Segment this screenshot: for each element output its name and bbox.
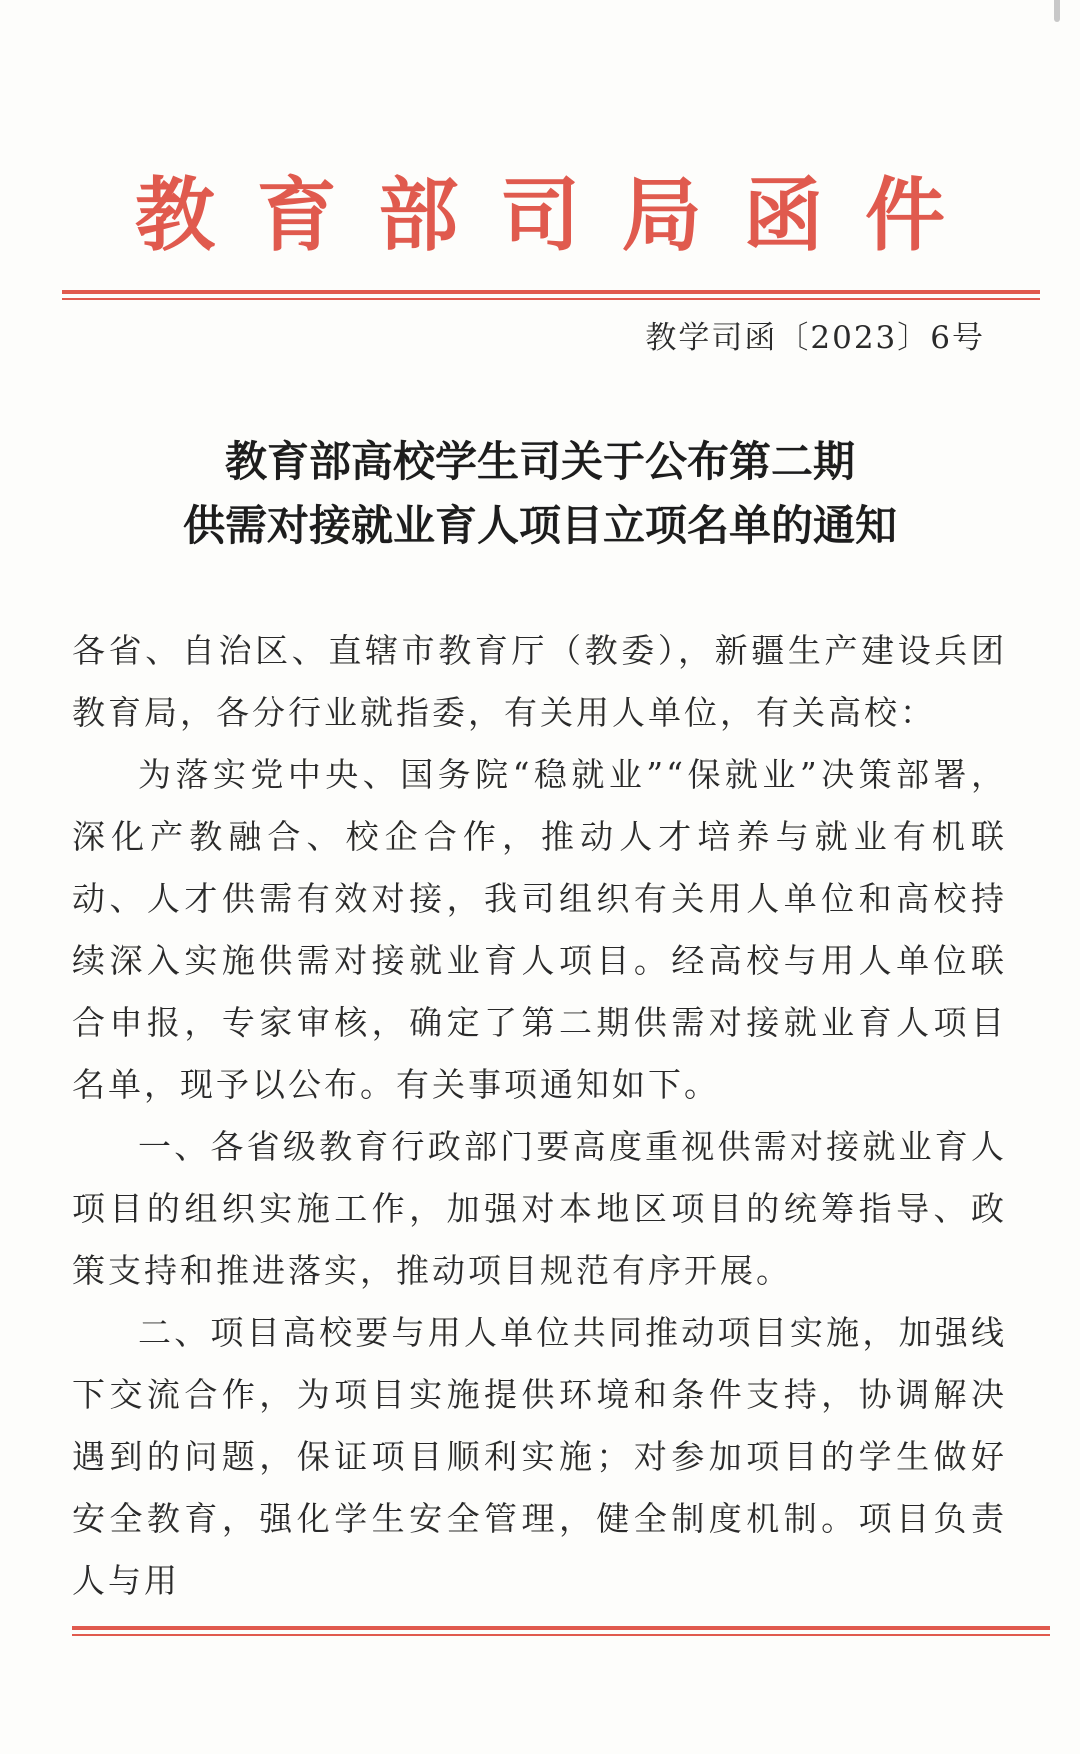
masthead-rule-top [62, 290, 1040, 294]
paragraph-intro: 为落实党中央、国务院“稳就业”“保就业”决策部署，深化产教融合、校企合作，推动人才培养与就业有机联动、人才供需有效对接，我司组织有关用人单位和高校持续深入实施供需对接就业育人项目。经高校与用人单位联合申报，专家审核，确定了第二期供需对接就业育人项目名单，现予以公布。有关事项通知如下。 [72, 755, 1007, 1104]
document-title [0, 430, 1080, 558]
title-line-2: 供需对接就业育人项目立项名单的通知 [182, 501, 897, 550]
masthead-char-6: 函 [743, 168, 824, 262]
masthead-char-4: 司 [499, 168, 580, 262]
salutation: 各省、自治区、直辖市教育厅（教委），新疆生产建设兵团教育局，各分行业就指委，有关用人单位，有关高校： [72, 631, 1007, 732]
masthead-char-7: 件 [864, 168, 945, 262]
masthead-char-3: 部 [378, 168, 459, 262]
masthead-char-2: 育 [256, 168, 337, 262]
footer-rule-bottom [72, 1634, 1050, 1636]
masthead [70, 160, 1010, 270]
masthead-rule-bottom [62, 298, 1040, 300]
scrollbar-thumb[interactable] [1054, 0, 1060, 22]
masthead-char-1: 教 [135, 168, 215, 262]
masthead-char-5: 局 [621, 168, 702, 262]
footer-rule-top [72, 1626, 1050, 1630]
paragraph-item-2: 二、项目高校要与用人单位共同推动项目实施，加强线下交流合作，为项目实施提供环境和条件支持，协调解决遇到的问题，保证项目顺利实施；对参加项目的学生做好安全教育，强化学生安全管理，健全制度机制。项目负责人与用 [72, 1313, 1007, 1600]
document-number: 教学司函〔2023〕6号 [645, 320, 985, 356]
paragraph-item-1: 一、各省级教育行政部门要高度重视供需对接就业育人项目的组织实施工作，加强对本地区项目的统筹指导、政策支持和推进落实，推动项目规范有序开展。 [72, 1127, 1007, 1290]
document-body [72, 620, 1007, 1612]
title-line-1: 教育部高校学生司关于公布第二期 [224, 437, 855, 486]
